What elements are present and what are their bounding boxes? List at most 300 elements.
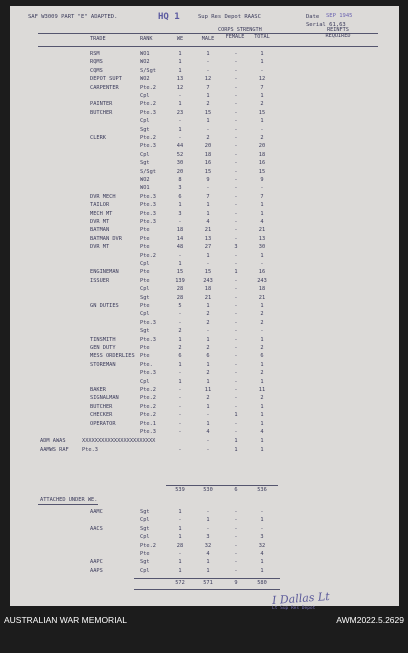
cell-trade: CHECKER xyxy=(90,412,113,419)
cell-total: - xyxy=(260,328,264,335)
grand-total-female: 9 xyxy=(234,580,238,586)
cell-we: - xyxy=(178,135,182,141)
cell-rank: Pte.2 xyxy=(140,387,156,393)
cell-rank: Pte xyxy=(140,235,150,242)
table-row xyxy=(10,404,399,412)
cell-female: - xyxy=(234,303,238,309)
cell-female: - xyxy=(234,202,238,209)
cell-total: 2 xyxy=(260,311,264,318)
table-row xyxy=(10,345,399,353)
cell-male: 1 xyxy=(206,202,210,209)
cell-male: 1 xyxy=(206,118,210,125)
cell-we: - xyxy=(178,429,182,435)
cell-we: - xyxy=(178,420,182,427)
table-row xyxy=(10,517,399,525)
table-row xyxy=(10,421,399,429)
cell-rank: Sgt xyxy=(140,509,150,515)
table-row xyxy=(10,185,399,193)
cell-trade: GN DUTIES xyxy=(90,303,119,309)
cell-rank: Pte.2 xyxy=(140,84,156,91)
cell-male: 1 xyxy=(206,336,210,343)
table-row xyxy=(10,295,399,303)
col-we: WE xyxy=(176,36,184,42)
cell-male: 11 xyxy=(204,387,212,393)
cell-we: 28 xyxy=(176,542,184,549)
cell-rank: Cpl xyxy=(140,378,150,385)
cell-total: 1 xyxy=(260,93,264,99)
cell-we: 1 xyxy=(178,559,182,566)
cell-we: 2 xyxy=(178,345,182,351)
cell-trade: ADM AWAS xyxy=(40,438,66,445)
cell-rank: Pte.2 xyxy=(140,412,156,419)
table-row xyxy=(10,429,399,437)
table-row xyxy=(10,110,399,118)
cell-trade: AAPS xyxy=(90,567,103,574)
cell-total: 1 xyxy=(260,438,264,445)
cell-total: 1 xyxy=(260,51,264,57)
cell-we: - xyxy=(178,517,182,524)
cell-trade: SIGNALMAN xyxy=(90,395,119,402)
cell-we: - xyxy=(178,311,182,318)
serial-number: Serial 61,63 xyxy=(306,22,346,28)
cell-total: 4 xyxy=(260,219,264,225)
cell-total: 1 xyxy=(260,559,264,566)
table-row xyxy=(10,202,399,210)
cell-male: 4 xyxy=(206,429,210,435)
cell-we: 1 xyxy=(178,51,182,57)
cell-female: - xyxy=(234,286,238,293)
table-row xyxy=(10,227,399,235)
cell-rank: Pte.2 xyxy=(140,252,156,259)
attached-section-label: ATTACHED UNDER WE. xyxy=(40,497,98,503)
table-row xyxy=(10,135,399,143)
table-row xyxy=(10,370,399,378)
cell-total: 20 xyxy=(258,143,266,150)
col-female: FEMALE xyxy=(225,34,245,40)
cell-total: 1 xyxy=(260,446,264,453)
cell-total: 32 xyxy=(258,542,266,549)
subtotal-female: 6 xyxy=(234,487,238,493)
cell-trade: GEN DUTY xyxy=(90,345,116,351)
cell-female: - xyxy=(234,177,238,183)
table-row xyxy=(10,320,399,328)
cell-we: 28 xyxy=(176,294,184,301)
cell-we: 52 xyxy=(176,151,184,158)
cell-trade: TINSMITH xyxy=(90,336,116,343)
cell-male: 1 xyxy=(206,210,210,217)
cell-male: 2 xyxy=(206,135,210,141)
cell-female: - xyxy=(234,93,238,99)
cell-trade: DVR MT xyxy=(90,244,110,251)
cell-rank: WO2 xyxy=(140,177,150,183)
grand-total-row xyxy=(10,580,399,588)
cell-rank: Pte.1 xyxy=(140,420,156,427)
cell-rank: Pte.2 xyxy=(140,403,156,410)
cell-male: - xyxy=(206,328,210,335)
cell-female: - xyxy=(234,277,238,284)
cell-female: 1 xyxy=(234,446,238,453)
cell-male: 21 xyxy=(204,227,212,234)
table-row xyxy=(10,211,399,219)
grand-total-male: 571 xyxy=(203,580,213,586)
cell-total: 243 xyxy=(257,277,267,284)
table-row xyxy=(10,244,399,252)
cell-trade: DVR MECH xyxy=(90,193,116,200)
cell-total: - xyxy=(260,185,264,192)
table-row xyxy=(10,219,399,227)
cell-male: 2 xyxy=(206,345,210,351)
cell-female: - xyxy=(234,126,238,133)
cell-male: 2 xyxy=(206,395,210,402)
cell-we: 6 xyxy=(178,193,182,200)
cell-rank: Sgt xyxy=(140,160,150,167)
cell-female: - xyxy=(234,143,238,150)
cell-total: 13 xyxy=(258,235,266,242)
cell-rank: Pte xyxy=(140,277,150,284)
cell-trade: BATMAN xyxy=(90,227,110,234)
table-row xyxy=(10,543,399,551)
cell-male: 2 xyxy=(206,370,210,377)
cell-rank: Pte xyxy=(140,244,150,251)
cell-we: 1 xyxy=(178,126,182,133)
cell-we: - xyxy=(178,219,182,225)
cell-trade: MESS ORDERLIES xyxy=(90,353,135,360)
cell-trade: RQMS xyxy=(90,59,103,66)
cell-total: 1 xyxy=(260,378,264,385)
cell-total: 7 xyxy=(260,193,264,200)
cell-female: - xyxy=(234,525,238,532)
cell-total: 2 xyxy=(260,319,264,326)
cell-we: 8 xyxy=(178,177,182,183)
cell-male: - xyxy=(206,412,210,419)
cell-trade: BATMAN DVR xyxy=(90,235,122,242)
cell-male: 20 xyxy=(204,143,212,150)
cell-rank: WO2 xyxy=(140,59,150,66)
cell-rank: Pte xyxy=(140,303,150,309)
cell-male: 2 xyxy=(206,311,210,318)
cell-rank: Pte.2 xyxy=(140,135,156,141)
cell-total: 1 xyxy=(260,210,264,217)
document-sheet xyxy=(10,6,399,611)
cell-female: - xyxy=(234,151,238,158)
cell-trade: CARPENTER xyxy=(90,84,119,91)
cell-female: - xyxy=(234,345,238,351)
table-row xyxy=(10,236,399,244)
col-male: MALE xyxy=(201,36,215,42)
table-row xyxy=(10,438,399,446)
cell-male: 6 xyxy=(206,353,210,360)
cell-male: - xyxy=(206,126,210,133)
signature: I Dallas Lt xyxy=(271,590,331,607)
cell-we: - xyxy=(178,446,182,453)
cell-total: 1 xyxy=(260,420,264,427)
cell-male: 1 xyxy=(206,420,210,427)
grand-total-we: 572 xyxy=(175,580,185,586)
cell-male: 2 xyxy=(206,319,210,326)
col-reinforcements: REINFTS REQUIRED xyxy=(325,27,351,39)
cell-we: 15 xyxy=(176,269,184,276)
table-row xyxy=(10,447,399,455)
col-total: TOTAL xyxy=(254,34,270,40)
table-row xyxy=(10,534,399,542)
cell-rank: Pte.3 xyxy=(140,319,156,326)
cell-male: 27 xyxy=(204,244,212,251)
cell-male: - xyxy=(206,509,210,515)
cell-trade: TAILOR xyxy=(90,202,110,209)
cell-total: 18 xyxy=(258,286,266,293)
cell-male: 1 xyxy=(206,252,210,259)
cell-trade: DVR MT xyxy=(90,219,110,225)
cell-male: 18 xyxy=(204,286,212,293)
cell-female: - xyxy=(234,387,238,393)
cell-rank: S/Sgt xyxy=(140,168,156,175)
cell-rank: Cpl xyxy=(140,93,150,99)
cell-rank: Pte.3 xyxy=(82,446,98,453)
cell-rank: Pte.3 xyxy=(140,143,156,150)
table-row xyxy=(10,177,399,185)
cell-rank: Pte xyxy=(140,353,150,360)
unit-handwritten: HQ 1 xyxy=(158,12,180,22)
cell-female: - xyxy=(234,252,238,259)
cell-total: 7 xyxy=(260,84,264,91)
cell-trade: AACS xyxy=(90,525,103,532)
cell-female: - xyxy=(234,193,238,200)
cell-female: - xyxy=(234,118,238,125)
cell-rank: Pte. xyxy=(140,361,153,368)
cell-we: - xyxy=(178,252,182,259)
cell-rank: Pte.3 xyxy=(140,336,156,343)
cell-female: - xyxy=(234,378,238,385)
cell-male: 18 xyxy=(204,151,212,158)
cell-female: - xyxy=(234,51,238,57)
cell-male: - xyxy=(206,525,210,532)
cell-we: 1 xyxy=(178,336,182,343)
cell-male: 12 xyxy=(204,76,212,83)
cell-female: - xyxy=(234,59,238,66)
cell-trade: CQMS xyxy=(90,67,103,74)
cell-we: - xyxy=(178,412,182,419)
cell-we: 18 xyxy=(176,227,184,234)
cell-male: 1 xyxy=(206,378,210,385)
cell-we: 28 xyxy=(176,286,184,293)
cell-female: - xyxy=(234,328,238,335)
cell-total: 4 xyxy=(260,429,264,435)
cell-male: 1 xyxy=(206,559,210,566)
table-row xyxy=(10,160,399,168)
cell-rank: Sgt xyxy=(140,559,150,566)
depot-title: Sup Res Depot RAASC xyxy=(198,14,261,20)
cell-female: 3 xyxy=(234,244,238,251)
cell-rank: WO1 xyxy=(140,185,150,192)
cell-rank: S/Sgt xyxy=(140,67,156,74)
cell-female: - xyxy=(234,517,238,524)
cell-rank: Pte.3 xyxy=(140,429,156,435)
cell-trade: AAMWS RAF xyxy=(40,446,69,453)
header-rule-bottom xyxy=(38,46,378,47)
cell-we: 5 xyxy=(178,303,182,309)
cell-male: - xyxy=(206,185,210,192)
cell-total: 9 xyxy=(260,177,264,183)
table-row xyxy=(10,303,399,311)
cell-rank: Cpl xyxy=(140,286,150,293)
cell-female: - xyxy=(234,160,238,167)
cell-rank: Pte xyxy=(140,227,150,234)
cell-male: 21 xyxy=(204,294,212,301)
cell-male: 1 xyxy=(206,93,210,99)
cell-we: - xyxy=(178,370,182,377)
cell-we: - xyxy=(178,93,182,99)
cell-male: 243 xyxy=(203,277,213,284)
cell-male: 4 xyxy=(206,551,210,557)
table-row xyxy=(10,412,399,420)
table-row xyxy=(10,127,399,135)
form-reference: SAF W3009 PART "E" ADAPTED. xyxy=(28,14,118,20)
cell-rank: Cpl xyxy=(140,118,150,125)
cell-male: - xyxy=(206,59,210,66)
cell-male: 1 xyxy=(206,51,210,57)
cell-total: 16 xyxy=(258,269,266,276)
cell-we: - xyxy=(178,551,182,557)
cell-total: 15 xyxy=(258,168,266,175)
cell-we: 14 xyxy=(176,235,184,242)
cell-female: 1 xyxy=(234,412,238,419)
cell-female: - xyxy=(234,219,238,225)
cell-total: 1 xyxy=(260,412,264,419)
cell-we: 1 xyxy=(178,378,182,385)
cell-we: - xyxy=(178,319,182,326)
grand-total-rule xyxy=(134,578,280,579)
cell-rank: Sgt xyxy=(140,294,150,301)
cell-trade: MECH MT xyxy=(90,210,113,217)
cell-we: 12 xyxy=(176,84,184,91)
cell-rank: Sgt xyxy=(140,328,150,335)
cell-total: 30 xyxy=(258,244,266,251)
cell-total: 1 xyxy=(260,517,264,524)
table-row xyxy=(10,379,399,387)
cell-rank: Sgt xyxy=(140,525,150,532)
cell-rank: Pte.3 xyxy=(140,193,156,200)
cell-male: 3 xyxy=(206,534,210,541)
cell-trade: DEPOT SUPT xyxy=(90,76,122,83)
cell-male: 7 xyxy=(206,84,210,91)
cell-female: - xyxy=(234,109,238,116)
table-row xyxy=(10,328,399,336)
cell-we: 1 xyxy=(178,67,182,74)
cell-trade: OPERATOR xyxy=(90,420,116,427)
cell-female: - xyxy=(234,185,238,192)
cell-male: - xyxy=(206,67,210,74)
cell-rank: Pte.3 xyxy=(140,109,156,116)
cell-male: 1 xyxy=(206,361,210,368)
col-strength: CORPS STRENGTH xyxy=(218,27,262,33)
cell-female: - xyxy=(234,135,238,141)
signature-stamp: Lt Sup Res Depot xyxy=(272,606,316,611)
table-row xyxy=(10,559,399,567)
cell-total: 16 xyxy=(258,160,266,167)
cell-male: 1 xyxy=(206,303,210,309)
cell-male: 15 xyxy=(204,168,212,175)
cell-rank: Pte xyxy=(140,551,150,557)
cell-rank: Pte.3 xyxy=(140,210,156,217)
cell-we: 44 xyxy=(176,143,184,150)
cell-female: - xyxy=(234,509,238,515)
col-trade: TRADE xyxy=(90,36,106,42)
cell-rank: Pte.3 xyxy=(140,370,156,377)
date-label: Date xyxy=(306,14,320,20)
cell-male: 1 xyxy=(206,517,210,524)
table-row xyxy=(10,509,399,517)
table-row xyxy=(10,152,399,160)
cell-total: 3 xyxy=(260,534,264,541)
cell-total: 1 xyxy=(260,403,264,410)
cell-male: 13 xyxy=(204,235,212,242)
cell-female: - xyxy=(234,395,238,402)
cell-we: - xyxy=(178,118,182,125)
table-row xyxy=(10,93,399,101)
cell-female: - xyxy=(234,370,238,377)
cell-rank: Sgt xyxy=(140,126,150,133)
attached-underline xyxy=(38,504,98,505)
cell-total: 4 xyxy=(260,551,264,557)
cell-we: 6 xyxy=(178,353,182,360)
cell-we: - xyxy=(178,387,182,393)
cell-rank: Pte xyxy=(140,345,150,351)
cell-we: 1 xyxy=(178,202,182,209)
cell-total: - xyxy=(260,525,264,532)
table-row xyxy=(10,68,399,76)
cell-total: - xyxy=(260,509,264,515)
cell-total: 2 xyxy=(260,345,264,351)
cell-female: - xyxy=(234,336,238,343)
cell-female: - xyxy=(234,101,238,108)
cell-rank: Pte.3 xyxy=(140,219,156,225)
cell-total: 2 xyxy=(260,395,264,402)
cell-we: 23 xyxy=(176,109,184,116)
table-row xyxy=(10,353,399,361)
cell-female: - xyxy=(234,235,238,242)
cell-total: 1 xyxy=(260,303,264,309)
cell-female: - xyxy=(234,429,238,435)
cell-total: 2 xyxy=(260,101,264,108)
cell-trade: AAPC xyxy=(90,559,103,566)
cell-male: 7 xyxy=(206,193,210,200)
cell-female: - xyxy=(234,559,238,566)
cell-total: 21 xyxy=(258,294,266,301)
table-row xyxy=(10,59,399,67)
cell-female: - xyxy=(234,420,238,427)
cell-we: 1 xyxy=(178,534,182,541)
cell-female: 1 xyxy=(234,438,238,445)
subtotal-male: 530 xyxy=(203,487,213,493)
cell-we: 1 xyxy=(178,525,182,532)
cell-male: 15 xyxy=(204,269,212,276)
col-rank: RANK xyxy=(140,36,153,42)
cell-we: 1 xyxy=(178,361,182,368)
cell-trade: PAINTER xyxy=(90,101,113,108)
cell-we: 1 xyxy=(178,101,182,108)
cell-female: - xyxy=(234,67,238,74)
cell-rank: Cpl xyxy=(140,151,150,158)
cell-rank: Cpl xyxy=(140,261,150,267)
subtotal-row xyxy=(10,487,399,495)
cell-female: - xyxy=(234,534,238,541)
cell-female: - xyxy=(234,227,238,234)
cell-total: 12 xyxy=(258,76,266,83)
cell-rank: Pte.2 xyxy=(140,101,156,108)
cell-total: - xyxy=(260,126,264,133)
table-row xyxy=(10,85,399,93)
cell-trade: BUTCHER xyxy=(90,403,113,410)
